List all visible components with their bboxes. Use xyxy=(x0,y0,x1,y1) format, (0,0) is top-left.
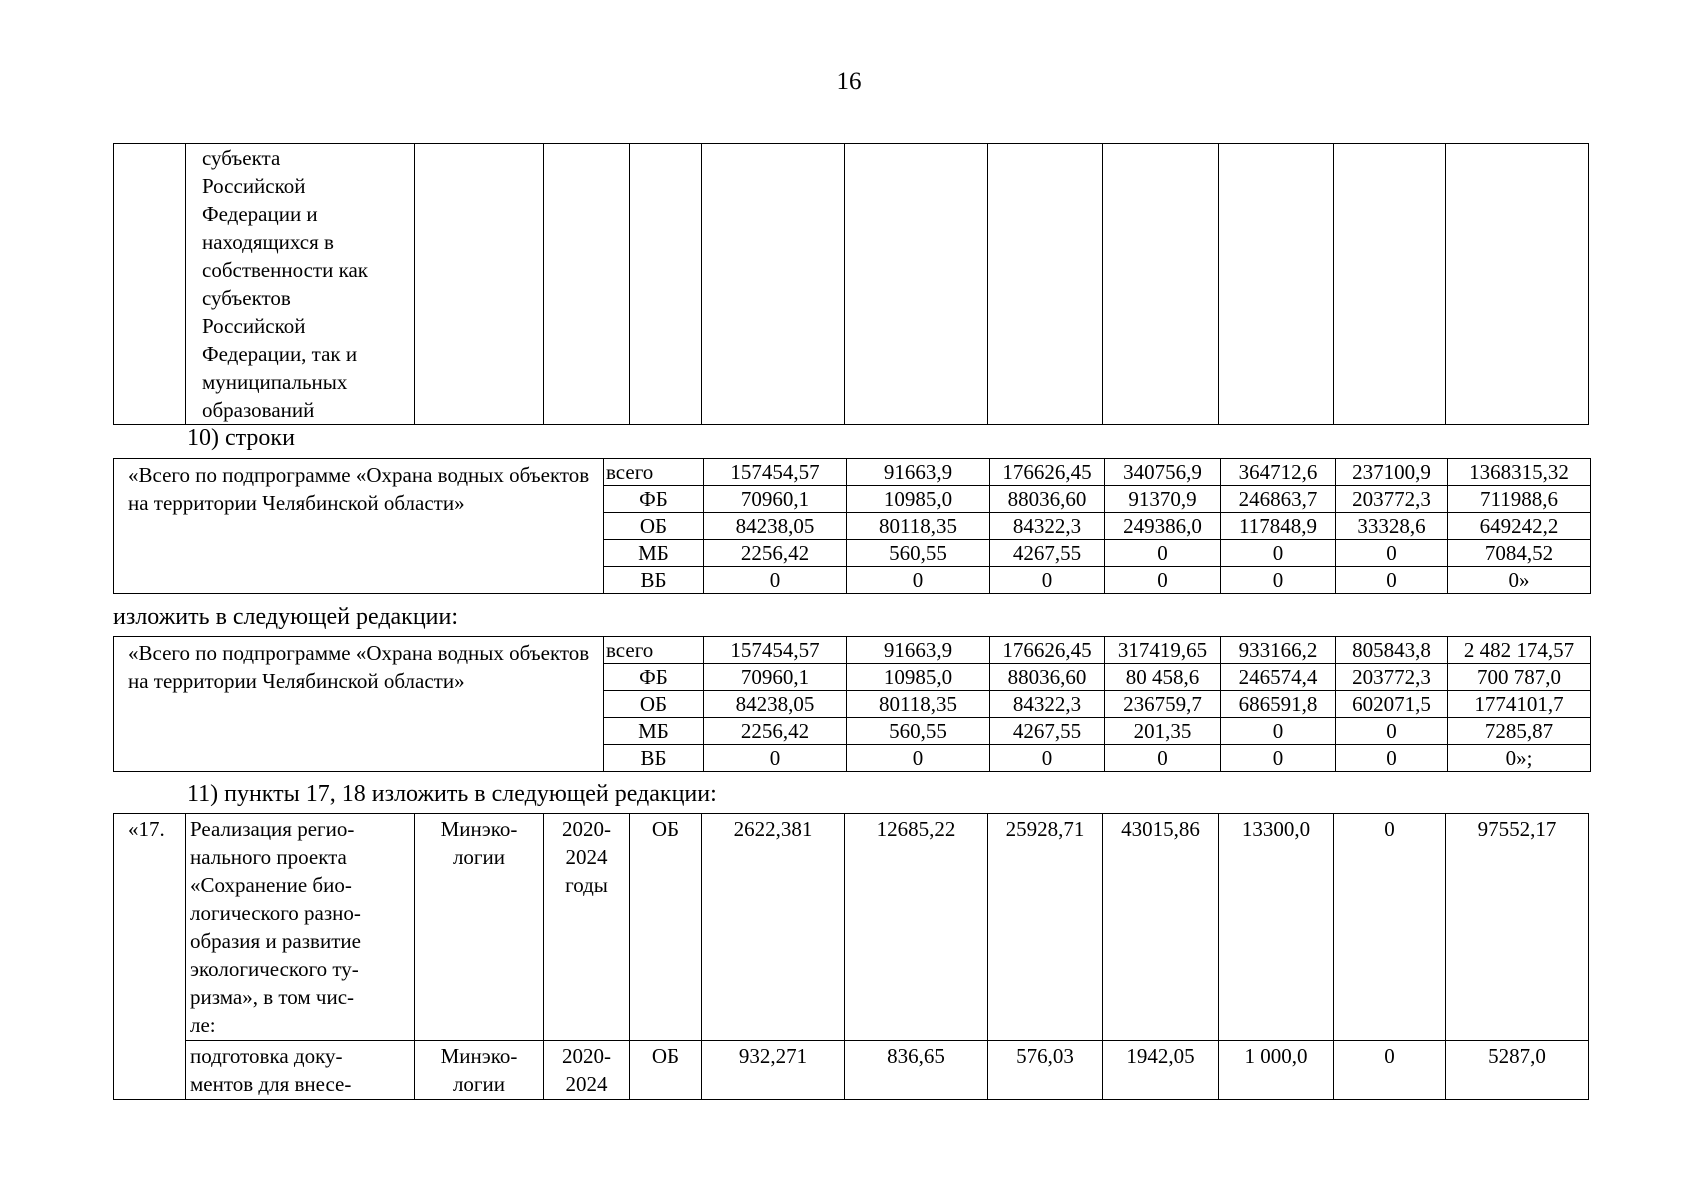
empty-cell xyxy=(114,144,186,425)
value-cell: 10985,0 xyxy=(847,664,990,691)
old-totals-table xyxy=(113,458,1591,594)
value-cell: 157454,57 xyxy=(704,637,847,664)
source-cell: всего xyxy=(604,637,704,664)
value-cell: 711988,6 xyxy=(1448,486,1591,513)
value-cell: 0 xyxy=(847,745,990,772)
value-cell: 91370,9 xyxy=(1105,486,1221,513)
value-cell: 0 xyxy=(990,745,1105,772)
value-cell: 0 xyxy=(1221,540,1336,567)
value-cell: 0 xyxy=(704,567,847,594)
source-cell: ФБ xyxy=(604,664,704,691)
value-cell: 84238,05 xyxy=(704,513,847,540)
value-cell: 88036,60 xyxy=(990,664,1105,691)
value-cell: 932,271 xyxy=(702,1041,845,1100)
value-cell: 340756,9 xyxy=(1105,459,1221,486)
value-cell: 686591,8 xyxy=(1221,691,1336,718)
page-number: 16 xyxy=(836,68,862,95)
value-cell: 5287,0 xyxy=(1446,1041,1589,1100)
source-cell: МБ xyxy=(604,718,704,745)
source-cell: ОБ xyxy=(604,691,704,718)
value-cell: 0 xyxy=(704,745,847,772)
value-cell: 157454,57 xyxy=(704,459,847,486)
value-cell: 7084,52 xyxy=(1448,540,1591,567)
source-cell: всего xyxy=(604,459,704,486)
value-cell: 1368315,32 xyxy=(1448,459,1591,486)
value-cell: 364712,6 xyxy=(1221,459,1336,486)
value-cell: 933166,2 xyxy=(1221,637,1336,664)
new-totals-table xyxy=(113,636,1591,772)
value-cell: 203772,3 xyxy=(1336,486,1448,513)
value-cell: 80118,35 xyxy=(847,691,990,718)
value-cell: 176626,45 xyxy=(990,637,1105,664)
caption-item-11: 11) пункты 17, 18 изложить в следующей редакции: xyxy=(187,781,717,807)
value-cell: 84322,3 xyxy=(990,691,1105,718)
value-cell: 2256,42 xyxy=(704,718,847,745)
empty-cell xyxy=(544,144,630,425)
empty-cell xyxy=(702,144,845,425)
value-cell: 80 458,6 xyxy=(1105,664,1221,691)
value-cell: 0 xyxy=(847,567,990,594)
item-executor: Минэко- логии xyxy=(415,814,544,1041)
item-source: ОБ xyxy=(630,1041,702,1100)
value-cell: 43015,86 xyxy=(1103,814,1219,1041)
value-cell: 0 xyxy=(1336,567,1448,594)
old-total-label: «Всего по подпрограмме «Охрана водных объектов на территории Челябинской области» xyxy=(114,459,604,594)
value-cell: 91663,9 xyxy=(847,459,990,486)
value-cell: 0 xyxy=(990,567,1105,594)
item-name: Реализация регио- нального проекта «Сохранение био- логического разно- образия и развитие экологического ту- ризма», в том чис- ле: xyxy=(186,814,415,1041)
source-cell: ФБ xyxy=(604,486,704,513)
value-cell: 0»; xyxy=(1448,745,1591,772)
empty-cell xyxy=(845,144,988,425)
value-cell: 91663,9 xyxy=(847,637,990,664)
value-cell: 2622,381 xyxy=(702,814,845,1041)
value-cell: 805843,8 xyxy=(1336,637,1448,664)
value-cell: 97552,17 xyxy=(1446,814,1589,1041)
value-cell: 13300,0 xyxy=(1219,814,1334,1041)
value-cell: 7285,87 xyxy=(1448,718,1591,745)
empty-cell xyxy=(1446,144,1589,425)
value-cell: 88036,60 xyxy=(990,486,1105,513)
item-source: ОБ xyxy=(630,814,702,1041)
empty-cell xyxy=(630,144,702,425)
value-cell: 80118,35 xyxy=(847,513,990,540)
item-number: «17. xyxy=(114,814,186,1100)
value-cell: 246863,7 xyxy=(1221,486,1336,513)
value-cell: 246574,4 xyxy=(1221,664,1336,691)
value-cell: 10985,0 xyxy=(847,486,990,513)
value-cell: 70960,1 xyxy=(704,486,847,513)
value-cell: 560,55 xyxy=(847,718,990,745)
value-cell: 649242,2 xyxy=(1448,513,1591,540)
value-cell: 1 000,0 xyxy=(1219,1041,1334,1100)
value-cell: 0 xyxy=(1221,718,1336,745)
value-cell: 117848,9 xyxy=(1221,513,1336,540)
value-cell: 33328,6 xyxy=(1336,513,1448,540)
value-cell: 1942,05 xyxy=(1103,1041,1219,1100)
new-total-label: «Всего по подпрограмме «Охрана водных объектов на территории Челябинской области» xyxy=(114,637,604,772)
item-name: подготовка доку- ментов для внесе- xyxy=(186,1041,415,1100)
source-cell: ВБ xyxy=(604,567,704,594)
value-cell: 1774101,7 xyxy=(1448,691,1591,718)
fragment-text: субъекта Российской Федерации и находящихся в собственности как субъектов Российской Федерации, так и муниципальных образований xyxy=(186,144,415,425)
value-cell: 0 xyxy=(1105,567,1221,594)
value-cell: 576,03 xyxy=(988,1041,1103,1100)
empty-cell xyxy=(1103,144,1219,425)
source-cell: ВБ xyxy=(604,745,704,772)
value-cell: 0» xyxy=(1448,567,1591,594)
item-period: 2020- 2024 годы xyxy=(544,814,630,1041)
empty-cell xyxy=(1334,144,1446,425)
value-cell: 25928,71 xyxy=(988,814,1103,1041)
item-executor: Минэко- логии xyxy=(415,1041,544,1100)
value-cell: 0 xyxy=(1336,745,1448,772)
value-cell: 0 xyxy=(1336,540,1448,567)
caption-item-10: 10) строки xyxy=(187,425,295,451)
empty-cell xyxy=(1219,144,1334,425)
value-cell: 70960,1 xyxy=(704,664,847,691)
value-cell: 0 xyxy=(1221,745,1336,772)
value-cell: 84238,05 xyxy=(704,691,847,718)
value-cell: 2256,42 xyxy=(704,540,847,567)
value-cell: 4267,55 xyxy=(990,718,1105,745)
value-cell: 2 482 174,57 xyxy=(1448,637,1591,664)
value-cell: 0 xyxy=(1221,567,1336,594)
value-cell: 700 787,0 xyxy=(1448,664,1591,691)
value-cell: 4267,55 xyxy=(990,540,1105,567)
value-cell: 203772,3 xyxy=(1336,664,1448,691)
value-cell: 836,65 xyxy=(845,1041,988,1100)
value-cell: 176626,45 xyxy=(990,459,1105,486)
value-cell: 12685,22 xyxy=(845,814,988,1041)
source-cell: ОБ xyxy=(604,513,704,540)
value-cell: 560,55 xyxy=(847,540,990,567)
items-table xyxy=(113,813,1589,1100)
value-cell: 84322,3 xyxy=(990,513,1105,540)
source-cell: МБ xyxy=(604,540,704,567)
value-cell: 237100,9 xyxy=(1336,459,1448,486)
empty-cell xyxy=(415,144,544,425)
value-cell: 0 xyxy=(1105,540,1221,567)
value-cell: 0 xyxy=(1334,814,1446,1041)
value-cell: 317419,65 xyxy=(1105,637,1221,664)
caption-replace: изложить в следующей редакции: xyxy=(113,604,459,630)
value-cell: 249386,0 xyxy=(1105,513,1221,540)
continuation-table xyxy=(113,143,1589,425)
value-cell: 602071,5 xyxy=(1336,691,1448,718)
value-cell: 0 xyxy=(1336,718,1448,745)
value-cell: 0 xyxy=(1105,745,1221,772)
empty-cell xyxy=(988,144,1103,425)
item-period: 2020- 2024 xyxy=(544,1041,630,1100)
value-cell: 201,35 xyxy=(1105,718,1221,745)
value-cell: 236759,7 xyxy=(1105,691,1221,718)
value-cell: 0 xyxy=(1334,1041,1446,1100)
